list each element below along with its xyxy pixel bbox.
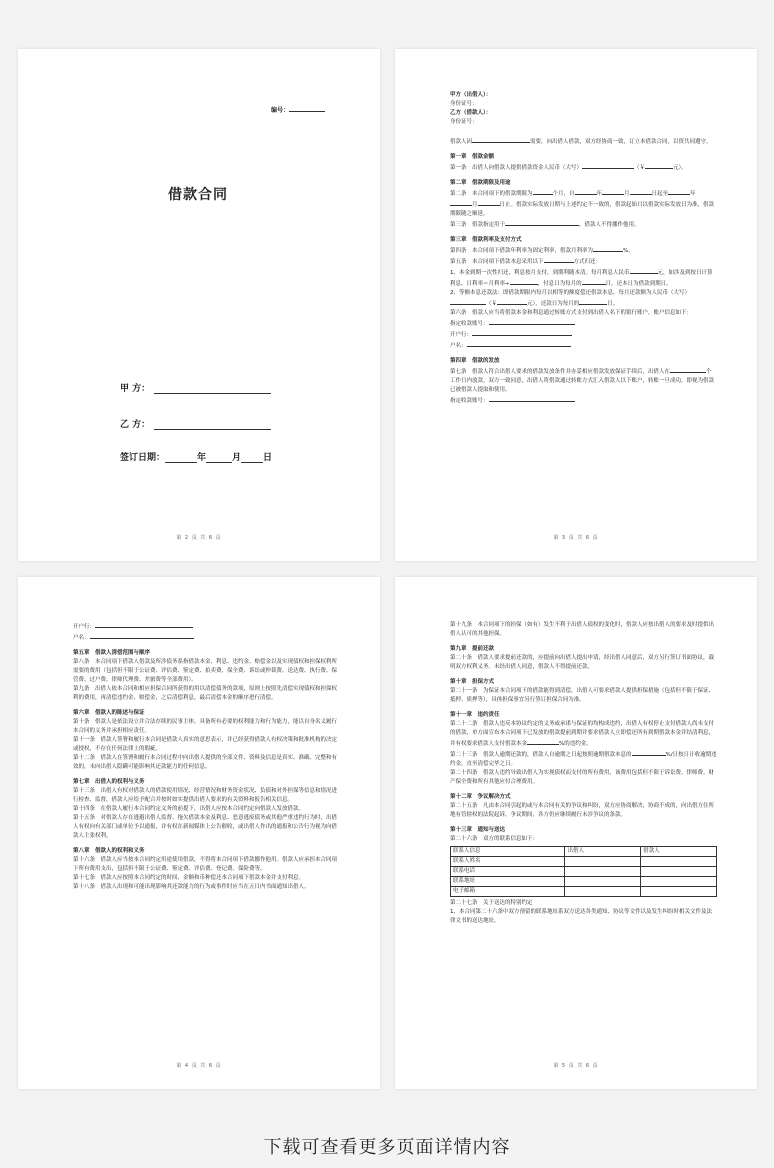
party-b-label: 乙方（借款人）： <box>450 110 492 116</box>
intro-paragraph: 借款人因 需要，向出借人借款，双方经协商一致，订立本借款合同，以资共同遵守。 <box>450 136 717 147</box>
page-footer: 第 5 页 共 6 页 <box>553 1063 599 1069</box>
contract-page-5 <box>395 577 757 1089</box>
contract-page-3 <box>395 49 757 561</box>
article: 第二十三条 借款人逾期还款的，借款人自逾期之日起按照逾期借款本息的 %/日按日计收逾期违约金，直至清偿完毕之日。 <box>450 749 717 769</box>
table-cell <box>565 867 641 877</box>
article: 第十二条 借款人在签署和履行本合同过程中向出借人提供的全部文件、资料及信息是真实、准确、完整和有效的，未向出借人隐瞒可能影响其还款能力的任何信息。 <box>73 755 338 770</box>
table-row <box>451 887 717 897</box>
document-title: 借款合同 <box>168 187 228 203</box>
name-field: 户名： <box>450 340 717 351</box>
chapter-heading: 第十章 担保方式 <box>450 679 495 685</box>
table-cell: 电子邮箱 <box>451 887 565 897</box>
table-header-cell: 联系人信息 <box>451 847 565 857</box>
sign-date-field: 签订日期： 年 月 日 <box>120 453 273 463</box>
chapter-heading: 第三章 借款利率及支付方式 <box>450 237 522 243</box>
article: 1、本合同第二十六条中双方预留的联系地址系双方送达各类通知、协议等文件以及发生纠纷时相关文件及法律文书的送达地址。 <box>450 909 713 924</box>
page-body <box>73 621 340 892</box>
page-footer: 第 4 页 共 6 页 <box>176 1063 222 1069</box>
table-cell <box>641 857 717 867</box>
table-header-row <box>451 847 717 857</box>
table-cell: 联系人姓名 <box>451 857 565 867</box>
page-footer: 第 3 页 共 6 页 <box>553 535 599 541</box>
table-cell: 联系电话 <box>451 867 565 877</box>
article: 第二十条 借款人要求提前还款的，应提前向出借人提出申请，经出借人同意后，双方另行签订书面协议，载明双方权利义务。未经出借人同意，借款人不得提前还款。 <box>450 655 715 670</box>
article: 第二条 本合同项下的借款期限为 个月，自 年 月 日起至 年月 日止。借款实际发放日期与上述约定不一致的，借款起始日以借款实际发放日为准，借款期限随之顺延。 <box>450 188 717 219</box>
article: 第八条 本合同项下借款人借款及所涉债务系指借款本金、利息、违约金、赔偿金以及实现债权和担保权利所需要的费用（包括但不限于公证费、评估费、鉴定费、拍卖费、保全费、诉讼或仲裁费、送达费、执行费、保管费、过户费、律师代理费、差旅费等全部费用）。 <box>73 659 338 683</box>
download-caption: 下载可查看更多页面详情内容 <box>263 1137 511 1158</box>
cover-page <box>18 49 380 561</box>
article: 第二十七条 关于送达的特别约定 <box>450 900 533 906</box>
article: 第二十六条 双方的联系信息如下： <box>450 836 539 842</box>
contract-page-4 <box>18 577 380 1089</box>
article: 第二十二条 借款人违反本协议约定的义务或承诺与保证的均构成违约，出借人有权停止支付借款人尚未支付的借款，单方面宣布本合同项下已发放的借款提前到期并要求借款人立即偿还所有到期借款本金并结清利息，并有权要求借款人支付借款本金 %的违约金。 <box>450 721 715 747</box>
table-cell <box>641 867 717 877</box>
chapter-heading: 第七章 出借人的权利与义务 <box>73 779 145 785</box>
table-cell <box>565 857 641 867</box>
table-header-cell: 借款人 <box>641 847 717 857</box>
table-cell <box>641 887 717 897</box>
article: 第七条 借款人符合出借人要求的借款发放条件并办妥相应借款发放保证手续后，出借人在 个工作日内放款。双方一致同意，出借人将借款通过转账方式汇入借款人以下账户，转账一旦成功，即视为借款已被借款人提取和使用。 <box>450 366 717 395</box>
party-a-field: 甲 方： <box>120 381 271 394</box>
article: 第十一条 借款人签署和履行本合同是借款人真实的意思表示，并已经获得借款人有权决策和批准机构的决定或授权，不存在任何法律上的瑕疵。 <box>73 737 338 752</box>
chapter-heading: 第四章 借款的发放 <box>450 358 500 364</box>
article: 第十七条 借款人应按照本合同约定的时间、金额和币种偿还本合同项下借款本金并支付利息。 <box>73 875 305 881</box>
page-body <box>450 621 717 926</box>
account-field: 指定收款账号： <box>450 395 717 406</box>
article: 第五条 本合同项下借款本息采用以下 方式归还： <box>450 256 717 267</box>
page-footer: 第 2 页 共 6 页 <box>176 535 222 541</box>
article: 第六条 借款人应当将借款本金和利息通过转账方式支付到出借人名下的银行账户，账户信息如下： <box>450 310 693 316</box>
contact-table <box>450 846 717 897</box>
bank-field: 开户行： <box>450 329 717 340</box>
party-b-id: 身份证号： <box>450 119 478 125</box>
article: 第二十四条 借款人违约导致出借人为实现债权而支付的所有费用，该费用包括但不限于诉讼费、律师费、财产保全费和所有其他应付合理费用。 <box>450 770 715 785</box>
chapter-heading: 第五章 借款人清偿范围与顺序 <box>73 650 151 656</box>
chapter-heading: 第十一章 违约责任 <box>450 712 500 718</box>
chapter-heading: 第十三章 通知与送达 <box>450 827 506 833</box>
chapter-heading: 第六章 借款人的陈述与保证 <box>73 710 145 716</box>
contract-number: 编号： <box>271 105 325 114</box>
method-1: 1、本金到期一次性归还，利息按月支付，到期利随本清。每月利息人民币 元，如涉及到按日计算利息，日利率＝月利率÷ ，付息日为每月的 日，还本日为借款到期日。 <box>450 267 717 289</box>
article: 第十九条 本合同项下的担保（如有）发生不利于出借人债权的变化时，借款人应按出借人的要求及时提供出借人认可的其他担保。 <box>450 622 715 637</box>
article: 第十六条 借款人应当按本合同约定用途使用借款，不得将本合同项下借款挪作他用。借款人应承担本合同项下所有费用支出，包括但不限于公证费、鉴定费、评估费、登记费、保险费等。 <box>73 857 338 872</box>
article: 第十四条 在借款人履行本合同约定义务的前提下，出借人应按本合同约定向借款人发放借款。 <box>73 806 305 812</box>
article: 第九条 出借人依本合同和相应担保合同所获得的用以清偿债务的款项，原则上按照先清偿实现债权和担保权利的费用，再清偿违约金、赔偿金，之后清偿利息，最后清偿本金的顺序进行清偿。 <box>73 686 338 701</box>
party-b-field: 乙 方： <box>120 417 271 430</box>
party-a-id: 身份证号： <box>450 101 478 107</box>
article: 第十条 借款人是依法设立并合法存续的民事主体，具备所有必要的权利能力和行为能力，能以自身名义履行本合同的义务并承担相应责任。 <box>73 719 338 734</box>
table-cell <box>565 877 641 887</box>
chapter-heading: 第九章 提前还款 <box>450 646 495 652</box>
article: 第三条 借款指定用于 ，借款人不得挪作他用。 <box>450 219 717 230</box>
name-field: 户名： <box>73 632 340 643</box>
method-2: 2、等额本息还款法：即借款期限内每月以相等的额度偿还借款本息。每月还款额为人民币（大写）（￥ 元），还款日为每月的 日。 <box>450 290 691 307</box>
article: 第十八条 借款人出现和可能出现影响其还款能力的行为或事件时应当在五日内书面通知出借人。 <box>73 884 310 890</box>
article: 第十五条 对借款人存在逃避出借人监督、拖欠借款本金及利息、恶意逃废债务或其他严重违约行为时，出借人有权向有关部门或单位予以通报，并有权在新闻媒体上公告催收，或出借人作出的通报和公告行为视为向借款人主张权利。 <box>73 815 338 839</box>
table-cell <box>565 887 641 897</box>
chapter-heading: 第八章 借款人的权利和义务 <box>73 848 145 854</box>
article: 第四条 本合同项下借款年利率为固定利率，借款月利率为 %。 <box>450 245 717 256</box>
party-a-label: 甲方（出借人）： <box>450 92 492 98</box>
chapter-heading: 第一章 借款金额 <box>450 154 495 160</box>
table-cell: 联系地址 <box>451 877 565 887</box>
table-header-cell: 出借人 <box>565 847 641 857</box>
article: 第十三条 出借人有权对借款人的借款使用情况、经营情况和财务资金状况、负债和对外担保等信息和情况进行检查、监督，借款人应给予配合并按时如实提供出借人要求的有关资料和报告相关信息。 <box>73 788 338 803</box>
bank-field: 开户行： <box>73 621 340 632</box>
article: 第二十五条 凡由本合同引起的或与本合同有关的争议和纠纷，双方应协商解决，协商不成的，向出借方住所地有管辖权的法院起诉。争议期间，各方仍应继续履行未涉争议的条款。 <box>450 803 715 818</box>
article: 第二十一条 为保证本合同项下的借款能得到清偿，出借人可要求借款人提供担保措施（包括但不限于保证、抵押、质押等），具体担保事宜另行签订担保合同为准。 <box>450 688 715 703</box>
page-body <box>450 91 717 406</box>
table-row <box>451 877 717 887</box>
chapter-heading: 第二章 借款期限及用途 <box>450 180 511 186</box>
account-field: 指定收款账号： <box>450 318 717 329</box>
table-row <box>451 867 717 877</box>
article: 第一条 出借人向借款人提供借款资金人民币（大写） （￥ 元）。 <box>450 162 717 173</box>
chapter-heading: 第十二章 争议解决方式 <box>450 794 511 800</box>
table-row <box>451 857 717 867</box>
table-cell <box>641 877 717 887</box>
